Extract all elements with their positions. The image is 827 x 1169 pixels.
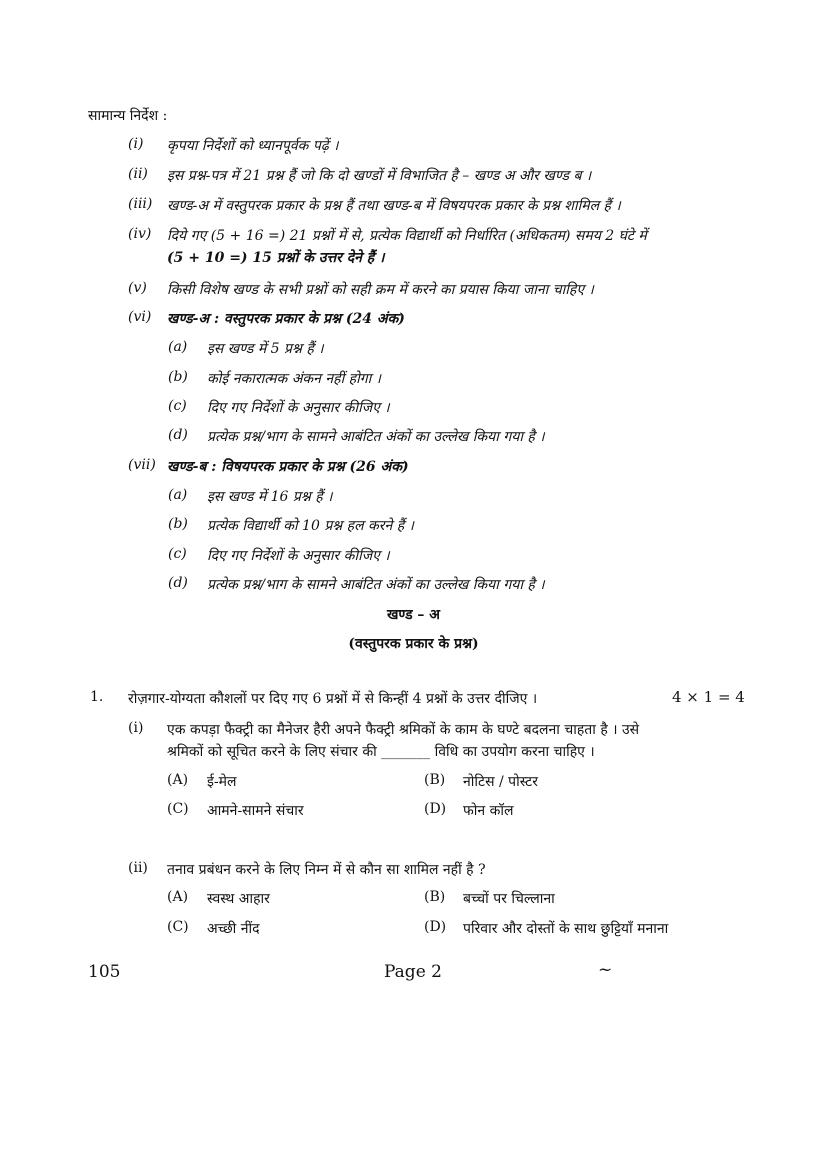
section-a-instruction-title: खण्ड-अ : वस्तुपरक प्रकार के प्रश्न (24 अंक) [167,311,405,327]
subitem-text: दिए गए निर्देशों के अनुसार कीजिए । [207,400,390,416]
option-text: नोटिस / पोस्टर [463,774,538,790]
option-label: (C) [167,919,189,935]
subitem-text: प्रत्येक प्रश्न/भाग के सामने आबंटित अंकों का उल्लेख किया गया है । [207,429,545,445]
option-label: (D) [424,801,447,817]
option-label: (A) [167,772,189,788]
subitem-number: (a) [168,487,188,503]
instruction-number: (v) [128,280,147,296]
question-number: 1. [90,689,104,705]
instruction-text: इस प्रश्न-पत्र में 21 प्रश्न हैं जो कि दो खण्डों में विभाजित है – खण्ड अ और खण्ड ब । [167,168,592,184]
subitem-text: कोई नकारात्मक अंकन नहीं होगा । [207,371,381,387]
question-text: रोज़गार-योग्यता कौशलों पर दिए गए 6 प्रश्नों में से किन्हीं 4 प्रश्नों के उत्तर दीजिए । [128,691,538,707]
option-label: (C) [167,801,189,817]
subitem-number: (d) [168,427,188,443]
subitem-text: इस खण्ड में 5 प्रश्न हैं । [207,341,324,357]
instruction-text: खण्ड-अ में वस्तुपरक प्रकार के प्रश्न हैं तथा खण्ड-ब में विषयपरक प्रकार के प्रश्न शामिल हैं । [167,198,621,214]
subitem-number: (c) [168,398,187,414]
part-text-line1: एक कपड़ा फैक्ट्री का मैनेजर हैरी अपने फैक्ट्री श्रमिकों के काम के घण्टे बदलना चाहता है । उसे [167,722,640,738]
instruction-number: (i) [128,136,144,152]
subitem-number: (b) [168,369,188,385]
part-number: (ii) [128,860,148,876]
option-label: (A) [167,889,189,905]
option-text: ई-मेल [207,774,237,790]
page-number: Page 2 [384,962,442,982]
option-text: अच्छी नींद [207,921,260,937]
subitem-text: इस खण्ड में 16 प्रश्न हैं । [207,489,333,505]
option-label: (B) [424,772,446,788]
subitem-number: (d) [168,575,188,591]
paper-code: 105 [88,962,121,982]
instruction-number: (iv) [128,226,152,242]
option-text: आमने-सामने संचार [207,803,304,819]
option-text: स्वस्थ आहार [207,891,270,907]
option-text: फोन कॉल [463,803,514,819]
instruction-text-line2: (5 + 10 =) 15 प्रश्नों के उत्तर देने हैं । [167,250,385,266]
instruction-number: (vi) [128,309,152,325]
instructions-heading: सामान्य निर्देश : [88,108,168,124]
option-label: (D) [424,919,447,935]
subitem-number: (a) [168,339,188,355]
instruction-number: (iii) [128,196,153,212]
subitem-number: (c) [168,546,187,562]
option-text: बच्चों पर चिल्लाना [463,891,555,907]
section-title: खण्ड – अ [386,607,441,623]
section-b-instruction-title: खण्ड-ब : विषयपरक प्रकार के प्रश्न (26 अंक) [167,459,409,475]
part-text-line1: तनाव प्रबंधन करने के लिए निम्न में से कौन सा शामिल नहीं है ? [167,862,486,878]
instruction-number: (vii) [128,457,156,473]
instruction-number: (ii) [128,166,148,182]
option-label: (B) [424,889,446,905]
subitem-number: (b) [168,516,188,532]
subitem-text: प्रत्येक प्रश्न/भाग के सामने आबंटित अंकों का उल्लेख किया गया है । [207,577,545,593]
question-marks: 4 × 1 = 4 [672,688,745,706]
part-number: (i) [128,720,144,736]
instruction-text-line1: दिये गए (5 + 16 =) 21 प्रश्नों में से, प्रत्येक विद्यार्थी को निर्धारित (अधिकतम) समय 2 घंटे में [167,228,647,244]
subitem-text: प्रत्येक विद्यार्थी को 10 प्रश्न हल करने हैं । [207,518,414,534]
subitem-text: दिए गए निर्देशों के अनुसार कीजिए । [207,548,390,564]
instruction-text: कृपया निर्देशों को ध्यानपूर्वक पढ़ें । [167,138,339,154]
instruction-text: किसी विशेष खण्ड के सभी प्रश्नों को सही क्रम में करने का प्रयास किया जाना चाहिए । [167,282,594,298]
section-subtitle: (वस्तुपरक प्रकार के प्रश्न) [348,636,479,652]
option-text: परिवार और दोस्तों के साथ छुट्टियाँ मनाना [463,921,669,937]
footer-mark: ~ [598,960,613,980]
part-text-line2: श्रमिकों को सूचित करने के लिए संचार की _______ विधि का उपयोग करना चाहिए । [167,744,595,760]
